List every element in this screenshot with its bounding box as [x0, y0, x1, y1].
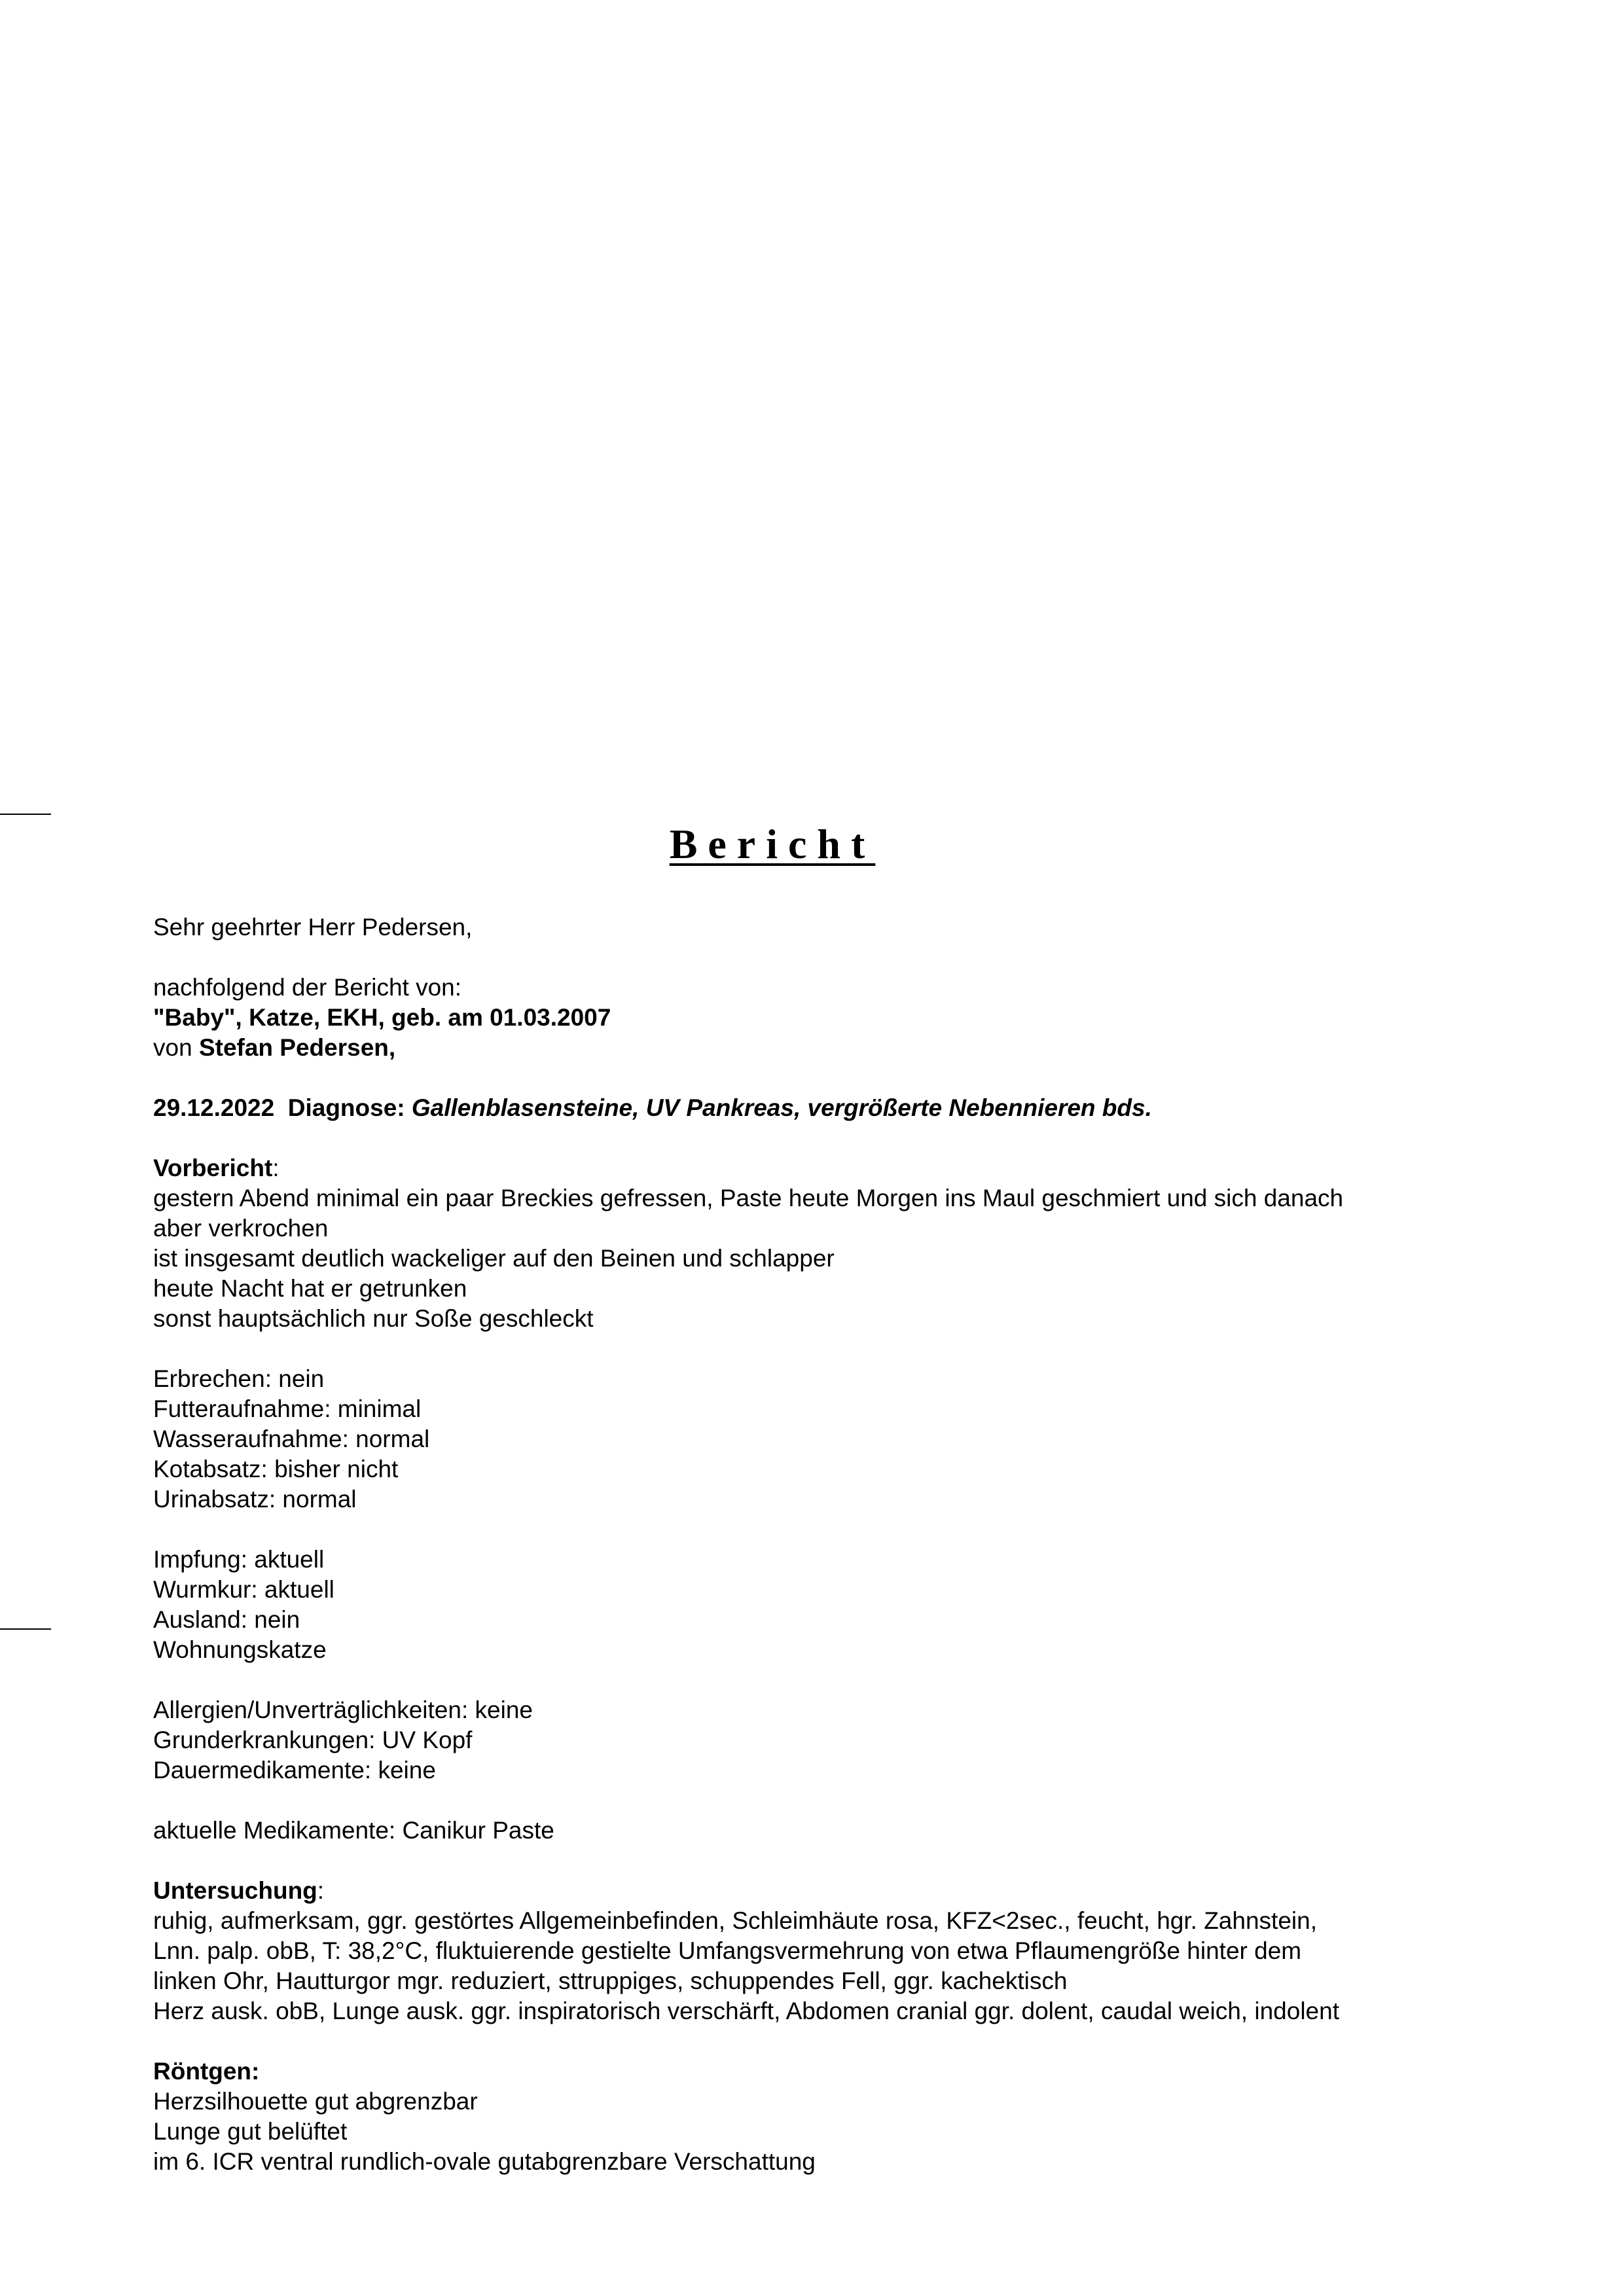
- salutation: Sehr geehrter Herr Pedersen,: [153, 914, 473, 941]
- status-line: Wasseraufnahme: normal: [153, 1426, 430, 1452]
- prevention-line: Wurmkur: aktuell: [153, 1576, 334, 1603]
- fold-mark-bottom: [0, 1628, 51, 1630]
- spacer: [153, 942, 1541, 973]
- owner-name: Stefan Pedersen,: [198, 1034, 396, 1061]
- untersuchung-heading-line: [153, 1876, 1541, 1906]
- prevention-line: Impfung: aktuell: [153, 1546, 325, 1573]
- report-title-text: Bericht: [669, 821, 876, 867]
- diagnosis-label: Diagnose:: [287, 1094, 405, 1121]
- vorbericht-line: gestern Abend minimal ein paar Breckies gefressen, Paste heute Morgen ins Maul geschmiert und sich danach: [153, 1185, 1344, 1211]
- spacer: [153, 1063, 1541, 1093]
- diagnosis-text: Gallenblasensteine, UV Pankreas, vergrößerte Nebennieren bds.: [411, 1094, 1152, 1121]
- untersuchung-line: Herz ausk. obB, Lunge ausk. ggr. inspiratorisch verschärft, Abdomen cranial ggr. dolent, caudal weich, indolent: [153, 1998, 1339, 2024]
- report-title: [589, 820, 956, 869]
- current-meds-line: aktuelle Medikamente: Canikur Paste: [153, 1817, 554, 1844]
- diagnosis-date: 29.12.2022: [153, 1094, 275, 1121]
- spacer: [153, 1846, 1541, 1876]
- prevention-line: Ausland: nein: [153, 1606, 300, 1633]
- status-line: Futteraufnahme: minimal: [153, 1395, 422, 1422]
- report-body: [153, 912, 1541, 2177]
- history-line: Grunderkrankungen: UV Kopf: [153, 1727, 473, 1753]
- history-line: Allergien/Unverträglichkeiten: keine: [153, 1696, 533, 1723]
- vorbericht-line: heute Nacht hat er getrunken: [153, 1275, 467, 1302]
- patient-line: "Baby", Katze, EKH, geb. am 01.03.2007: [153, 1004, 611, 1031]
- status-line: Kotabsatz: bisher nicht: [153, 1456, 399, 1482]
- spacer: [153, 1334, 1541, 1364]
- owner-line: [153, 1033, 1541, 1063]
- untersuchung-heading: Untersuchung: [153, 1877, 317, 1904]
- status-line: Erbrechen: nein: [153, 1365, 325, 1392]
- untersuchung-line: ruhig, aufmerksam, ggr. gestörtes Allgemeinbefinden, Schleimhäute rosa, KFZ<2sec., feucht, hgr. Zahnstein,: [153, 1907, 1317, 1934]
- vorbericht-heading: Vorbericht: [153, 1155, 273, 1181]
- spacer: [153, 1515, 1541, 1545]
- fold-mark-top: [0, 814, 51, 815]
- untersuchung-heading-colon: :: [317, 1877, 325, 1904]
- spacer: [153, 1123, 1541, 1153]
- spacer: [153, 2026, 1541, 2056]
- roentgen-heading: Röntgen:: [153, 2058, 260, 2085]
- status-line: Urinabsatz: normal: [153, 1486, 357, 1513]
- spacer: [153, 1665, 1541, 1695]
- untersuchung-line: linken Ohr, Hautturgor mgr. reduziert, sttruppiges, schuppendes Fell, ggr. kachektisch: [153, 1967, 1068, 1994]
- diagnosis-line: [153, 1093, 1541, 1123]
- vorbericht-heading-line: [153, 1153, 1541, 1183]
- untersuchung-line: Lnn. palp. obB, T: 38,2°C, fluktuierende gestielte Umfangsvermehrung von etwa Pflaumengröße hinter dem: [153, 1937, 1302, 1964]
- vorbericht-line: aber verkrochen: [153, 1215, 329, 1242]
- roentgen-line: im 6. ICR ventral rundlich-ovale gutabgrenzbare Verschattung: [153, 2148, 816, 2175]
- vorbericht-line: sonst hauptsächlich nur Soße geschleckt: [153, 1305, 594, 1332]
- spacer: [153, 1785, 1541, 1816]
- owner-prefix: von: [153, 1034, 199, 1061]
- prevention-line: Wohnungskatze: [153, 1636, 327, 1663]
- vorbericht-heading-colon: :: [272, 1155, 280, 1181]
- roentgen-line: Herzsilhouette gut abgrenzbar: [153, 2088, 478, 2115]
- vorbericht-line: ist insgesamt deutlich wackeliger auf den Beinen und schlapper: [153, 1245, 835, 1272]
- roentgen-line: Lunge gut belüftet: [153, 2118, 348, 2145]
- history-line: Dauermedikamente: keine: [153, 1757, 436, 1784]
- intro-line: nachfolgend der Bericht von:: [153, 974, 462, 1001]
